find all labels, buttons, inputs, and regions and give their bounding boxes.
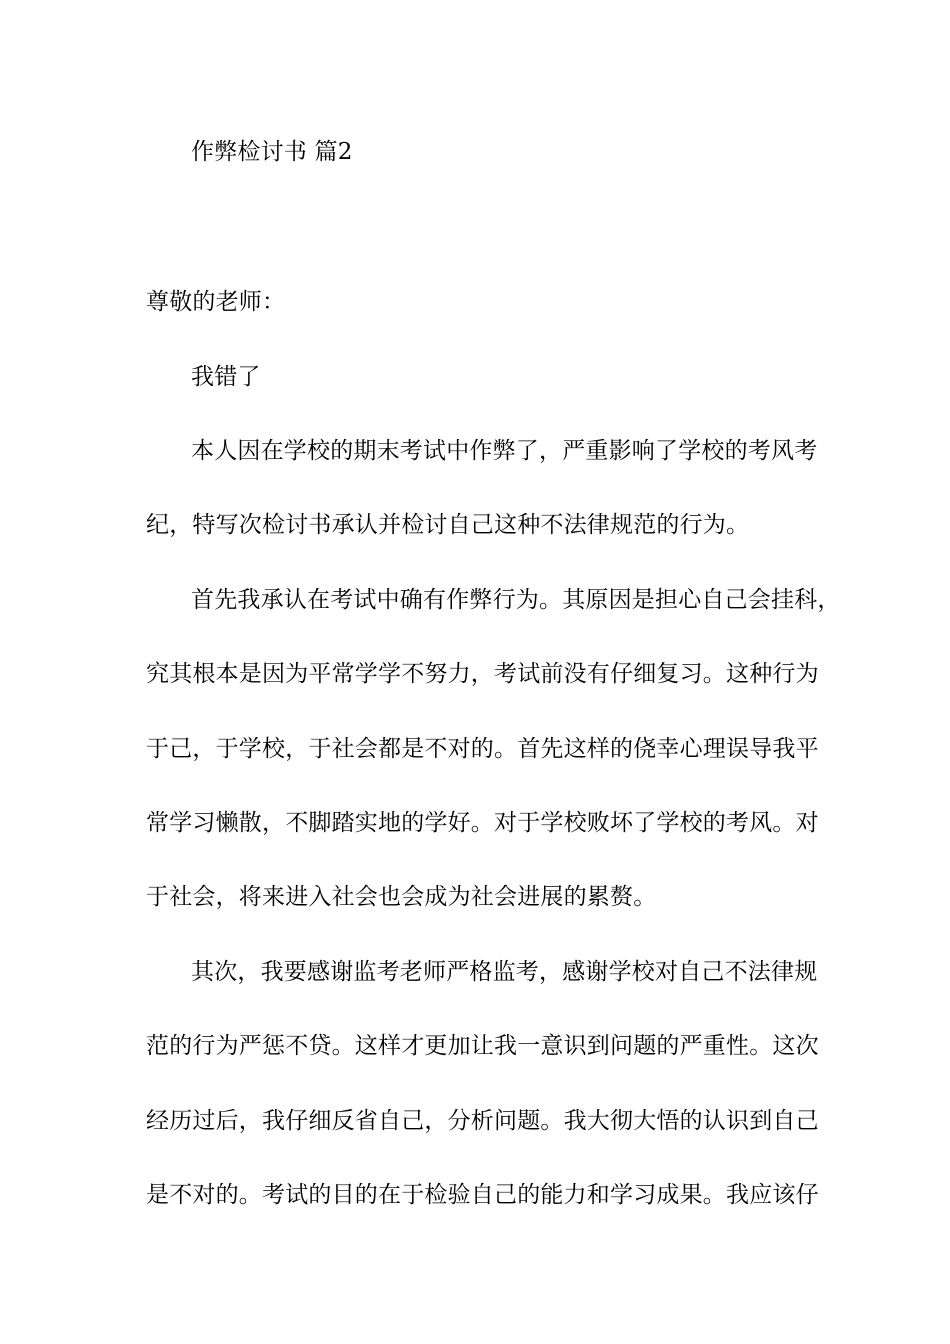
salutation: 尊敬的老师： xyxy=(146,289,286,315)
paragraph-line-7: 常学习懒散，不脚踏实地的学好。对于学校败坏了学校的考风。对 xyxy=(146,810,819,836)
paragraph-line-11: 经历过后，我仔细反省自己，分析问题。我大彻大悟的认识到自己 xyxy=(146,1108,819,1134)
paragraph-line-2: 本人因在学校的期末考试中作弊了，严重影响了学校的考风考 xyxy=(191,438,818,464)
paragraph-line-4: 首先我承认在考试中确有作弊行为。其原因是担心自己会挂科， xyxy=(191,587,841,613)
paragraph-line-6: 于己，于学校，于社会都是不对的。首先这样的侥幸心理误导我平 xyxy=(146,736,819,762)
paragraph-line-8: 于社会，将来进入社会也会成为社会进展的累赘。 xyxy=(146,884,657,910)
paragraph-line-12: 是不对的。考试的目的在于检验自己的能力和学习成果。我应该仔 xyxy=(146,1182,819,1208)
paragraph-line-10: 范的行为严惩不贷。这样才更加让我一意识到问题的严重性。这次 xyxy=(146,1033,819,1059)
paragraph-line-5: 究其根本是因为平常学学不努力，考试前没有仔细复习。这种行为 xyxy=(146,661,819,687)
paragraph-line-3: 纪，特写次检讨书承认并检讨自己这种不法律规范的行为。 xyxy=(146,512,750,538)
paragraph-line-1: 我错了 xyxy=(191,364,261,390)
document-title: 作弊检讨书 篇2 xyxy=(191,139,353,165)
paragraph-line-9: 其次，我要感谢监考老师严格监考，感谢学校对自己不法律规 xyxy=(191,959,818,985)
